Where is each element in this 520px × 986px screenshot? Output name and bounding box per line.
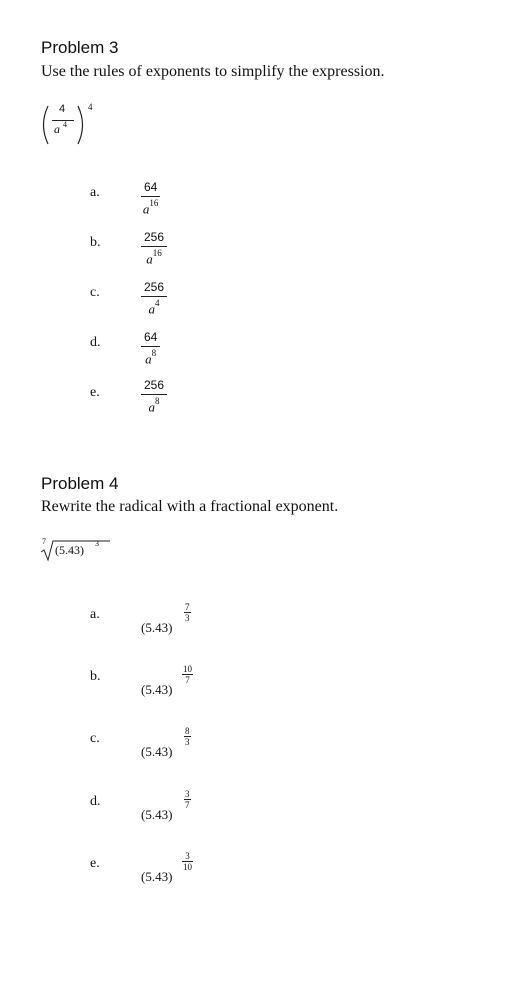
fraction-numerator: 256 — [144, 378, 165, 392]
problem-3-title: Problem 3 — [41, 38, 119, 57]
expression-outer-exponent: 4 — [88, 102, 93, 112]
choice-b[interactable] — [90, 663, 230, 703]
fraction-bar — [141, 346, 160, 347]
problem-3-expression — [38, 101, 108, 149]
fraction-denominator: $a^8$ — [148, 396, 160, 415]
choice-base: (5.43) — [141, 869, 173, 884]
choice-letter: e. — [90, 856, 100, 871]
expression-numerator: 4 — [58, 103, 66, 115]
choice-a[interactable] — [90, 600, 230, 640]
choice-c[interactable] — [90, 725, 230, 765]
choice-d[interactable] — [90, 330, 210, 372]
radicand-exponent: 3 — [95, 539, 99, 548]
exponent-denominator: 3 — [185, 737, 190, 747]
right-paren — [76, 105, 88, 145]
problem-4-expression — [40, 537, 120, 565]
fraction-numerator: 64 — [144, 330, 158, 344]
radicand: (5.43) — [55, 543, 84, 557]
fraction-bar — [141, 196, 160, 197]
exponent-denominator: 10 — [183, 862, 192, 872]
choice-fraction — [141, 230, 167, 266]
choice-fraction — [141, 330, 160, 366]
choice-base: (5.43) — [141, 620, 173, 635]
choice-letter: d. — [90, 335, 101, 350]
choice-d[interactable] — [90, 787, 230, 827]
choice-letter: d. — [90, 794, 101, 809]
fraction-bar — [141, 246, 167, 247]
choice-letter: c. — [90, 731, 100, 746]
exponent-denominator: 7 — [185, 800, 190, 810]
radical-index: 7 — [42, 537, 46, 546]
expression-denominator-exponent: 4 — [63, 120, 67, 129]
fraction-bar — [141, 394, 167, 395]
choice-base: (5.43) — [141, 744, 173, 759]
choice-letter: a. — [90, 607, 100, 622]
fraction-denominator: $a^4$ — [148, 298, 160, 317]
fraction-bar — [141, 296, 167, 297]
fraction-numerator: 256 — [144, 230, 165, 244]
exponent-numerator: 3 — [185, 851, 190, 861]
fraction-denominator: $a^{16}$ — [142, 198, 159, 217]
fraction-numerator: 256 — [144, 280, 165, 294]
choice-e[interactable] — [90, 378, 210, 420]
choice-exponent-fraction — [182, 664, 193, 685]
exponent-numerator: 8 — [185, 726, 190, 736]
choice-exponent-fraction — [184, 789, 191, 810]
choice-base: (5.43) — [141, 682, 173, 697]
problem-4-instruction: Rewrite the radical with a fractional exponent. — [41, 498, 339, 515]
exponent-numerator: 10 — [183, 664, 192, 674]
left-paren — [38, 105, 50, 145]
choice-fraction — [141, 378, 167, 414]
choice-letter: a. — [90, 185, 100, 200]
choice-exponent-fraction — [184, 726, 191, 747]
choice-a[interactable] — [90, 180, 210, 222]
choice-exponent-fraction — [182, 851, 193, 872]
fraction-denominator: $a^8$ — [145, 348, 157, 367]
choice-letter: e. — [90, 385, 100, 400]
choice-c[interactable] — [90, 280, 210, 322]
choice-letter: b. — [90, 669, 101, 684]
choice-fraction — [141, 280, 167, 316]
choice-e[interactable] — [90, 849, 230, 889]
problem-4-title: Problem 4 — [41, 474, 119, 493]
choice-base: (5.43) — [141, 807, 173, 822]
fraction-denominator: $a^{16}$ — [146, 248, 162, 267]
exponent-denominator: 7 — [185, 675, 190, 685]
exponent-numerator: 3 — [185, 789, 190, 799]
expression-denominator-base: a — [54, 122, 60, 136]
exponent-denominator: 3 — [185, 613, 190, 623]
exponent-numerator: 7 — [185, 602, 190, 612]
choice-letter: c. — [90, 285, 100, 300]
problem-3-instruction: Use the rules of exponents to simplify the expression. — [41, 63, 385, 80]
choice-letter: b. — [90, 235, 101, 250]
choice-fraction — [141, 180, 160, 216]
choice-exponent-fraction — [184, 602, 191, 623]
fraction-numerator: 64 — [144, 180, 158, 194]
choice-b[interactable] — [90, 230, 210, 272]
